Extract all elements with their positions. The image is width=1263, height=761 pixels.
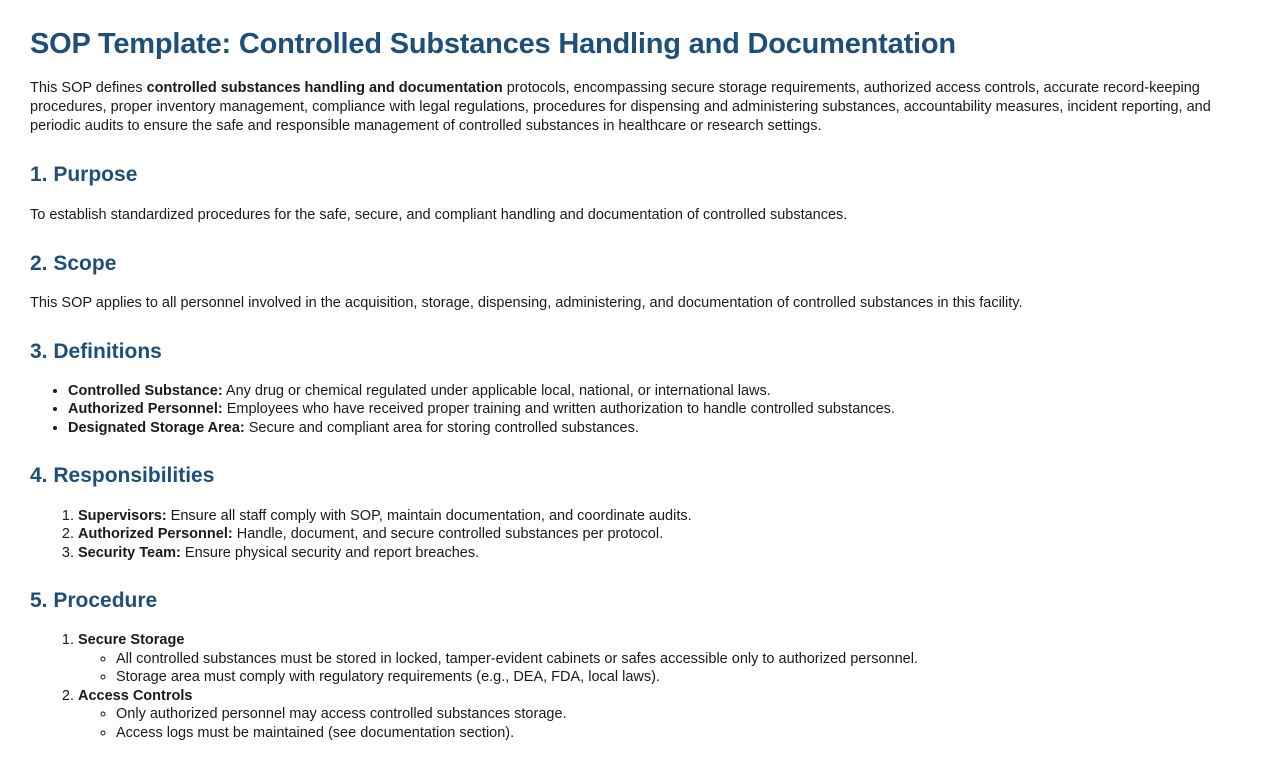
definition-text: Secure and compliant area for storing controlled substances. bbox=[244, 419, 639, 436]
procedure-step-title: Access Controls bbox=[78, 687, 193, 704]
section-heading-purpose: 1. Purpose bbox=[30, 163, 138, 187]
section-paragraph-purpose: To establish standardized procedures for the safe, secure, and compliant handling and documentation of controlled substances. bbox=[30, 206, 848, 223]
procedure-step-title: Secure Storage bbox=[78, 632, 185, 649]
definition-text: Any drug or chemical regulated under applicable local, national, or international laws. bbox=[222, 382, 771, 399]
page-title: SOP Template: Controlled Substances Handling and Documentation bbox=[30, 28, 956, 60]
section-heading-responsibilities: 4. Responsibilities bbox=[30, 464, 215, 488]
section-heading-definitions: 3. Definitions bbox=[30, 339, 162, 363]
intro-bold: controlled substances handling and documentation bbox=[146, 80, 503, 97]
procedure-sublist bbox=[78, 705, 1233, 742]
list-item: ◦ Only authorized personnel may access controlled substances storage. bbox=[116, 705, 1233, 724]
list-item bbox=[78, 525, 1233, 544]
list-item bbox=[78, 631, 1233, 687]
responsibility-text: Ensure physical security and report breaches. bbox=[180, 544, 480, 561]
list-item bbox=[68, 419, 1233, 438]
definitions-list bbox=[30, 382, 1233, 438]
list-item: ◦ All controlled substances must be stored in locked, tamper-evident cabinets or safes accessible only to authorized personnel. bbox=[116, 650, 1233, 669]
responsibility-text: Ensure all staff comply with SOP, maintain documentation, and coordinate audits. bbox=[166, 507, 692, 524]
section-paragraph-scope: This SOP applies to all personnel involved in the acquisition, storage, dispensing, administering, and documentation of controlled substances in this facility. bbox=[30, 294, 1023, 311]
definition-term: Controlled Substance: bbox=[68, 382, 223, 399]
list-item bbox=[78, 507, 1233, 526]
list-item bbox=[68, 400, 1233, 419]
responsibility-term: Supervisors: bbox=[78, 507, 167, 524]
responsibility-text: Handle, document, and secure controlled substances per protocol. bbox=[232, 526, 664, 543]
procedure-list bbox=[30, 631, 1233, 742]
list-item bbox=[78, 544, 1233, 563]
list-item bbox=[78, 687, 1233, 743]
intro-lead: This SOP defines bbox=[30, 80, 147, 97]
procedure-sublist bbox=[78, 650, 1233, 687]
list-item: ◦ Storage area must comply with regulatory requirements (e.g., DEA, FDA, local laws). bbox=[116, 668, 1233, 687]
responsibility-term: Authorized Personnel: bbox=[78, 526, 233, 543]
section-heading-procedure: 5. Procedure bbox=[30, 589, 158, 613]
list-item: ◦ Access logs must be maintained (see documentation section). bbox=[116, 724, 1233, 743]
intro-rest: protocols, encompassing secure storage requirements, authorized access controls, accurate record-keeping procedures, proper inventory management, compliance with legal regulations, procedures for dispensing and administering substances, accountability measures, incident reporting, and periodic audits to ensure the safe and responsible management of controlled substances in healthcare or research settings. bbox=[30, 80, 1211, 135]
definition-text: Employees who have received proper training and written authorization to handle controlled substances. bbox=[222, 401, 895, 418]
intro-paragraph bbox=[30, 79, 1215, 136]
responsibilities-list bbox=[30, 507, 1233, 563]
definition-term: Authorized Personnel: bbox=[68, 401, 223, 418]
list-item bbox=[68, 382, 1233, 401]
section-heading-scope: 2. Scope bbox=[30, 251, 117, 275]
definition-term: Designated Storage Area: bbox=[68, 419, 245, 436]
responsibility-term: Security Team: bbox=[78, 544, 181, 561]
